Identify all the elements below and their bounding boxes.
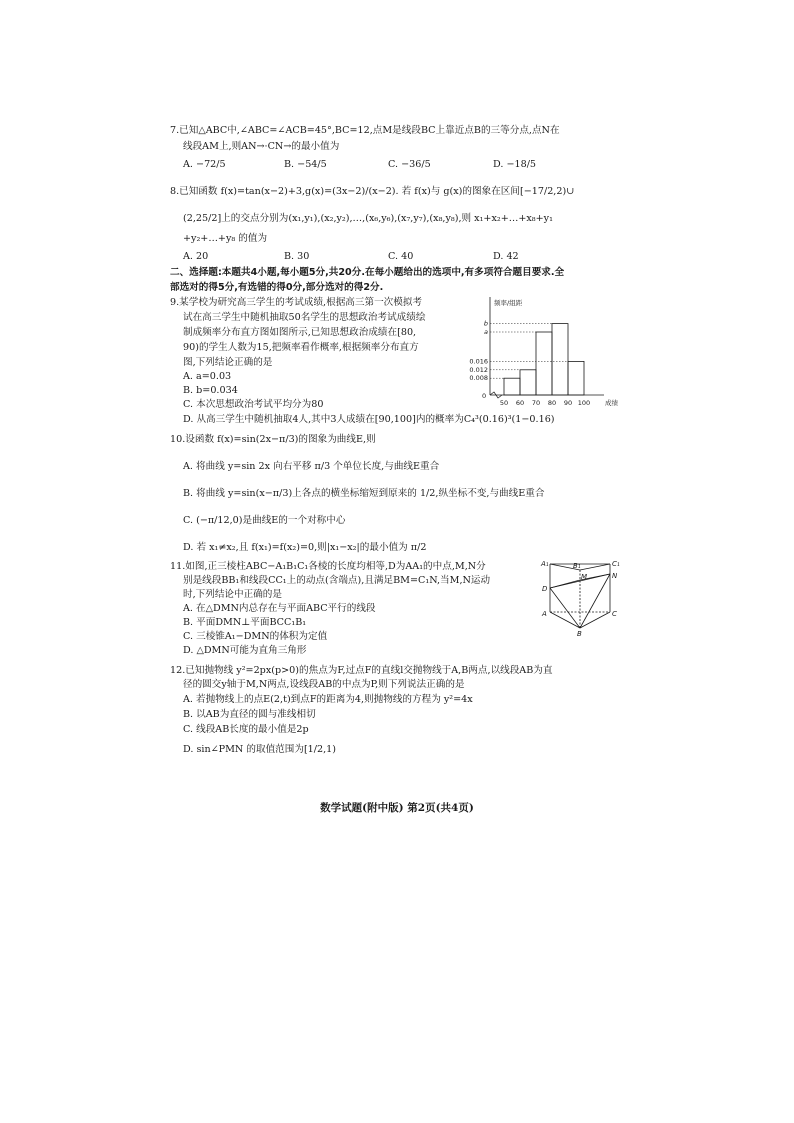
label-n: N [612,572,618,580]
histogram-bar [504,378,520,395]
q12-line2: 径的圆交y轴于M,N两点,设线段AB的中点为P,则下列说法正确的是 [183,679,465,690]
q9-line1: 9.某学校为研究高三学生的考试成绩,根据高三第一次模拟考 [170,297,423,308]
q8-line3: +y₂+…+y₈ 的值为 [183,233,268,244]
q12-option-c: C. 线段AB长度的最小值是2p [183,724,309,735]
q8-option-c: C. 40 [388,251,414,262]
histogram-bar [568,361,584,395]
label-a: A [542,610,547,618]
label-m: M [581,573,588,581]
y-tick-label: 0.012 [469,365,488,374]
x-axis-label: 成绩 [605,399,618,407]
q9-option-b: B. b=0.034 [183,385,238,396]
q10-option-b: B. 将曲线 y=sin(x−π/3)上各点的横坐标缩短到原来的 1/2,纵坐标不变,与曲线E重合 [183,488,545,499]
q8-line2: (2,25/2]上的交点分别为(x₁,y₁),(x₂,y₂),…,(x₆,y₆),(x₇,y₇),(x₈,y₈),则 x₁+x₂+…+x₈+y₁ [183,213,553,224]
x-tick-label: 100 [577,399,591,407]
q12-option-b: B. 以AB为直径的圆与准线相切 [183,709,316,720]
q8-option-a: A. 20 [183,251,209,262]
histogram-bar [520,370,536,395]
q11-option-d: D. △DMN可能为直角三角形 [183,645,307,656]
q7-option-a: A. −72/5 [183,159,226,170]
q7-option-c: C. −36/5 [388,159,431,170]
q8-line1: 8.已知函数 f(x)=tan(x−2)+3,g(x)=(3x−2)/(x−2). 若 f(x)与 g(x)的图象在区间[−17/2,2)∪ [170,186,575,197]
q9-line3: 制成频率分布直方图如图所示,已知思想政治成绩在[80, [183,327,417,338]
q11-line3: 时,下列结论中正确的是 [183,589,282,600]
label-c1: C₁ [612,560,620,568]
y-axis-label: 频率/组距 [494,299,523,307]
histogram-axes [490,297,604,398]
q12-option-a: A. 若抛物线上的点E(2,t)到点F的距离为4,则抛物线的方程为 y²=4x [183,694,473,705]
label-b1: B₁ [573,562,581,570]
q9-line2: 试在高三学生中随机抽取50名学生的思想政治考试成绩绘 [183,312,426,323]
q9-line4: 90)的学生人数为15,把频率看作概率,根据频率分布直方 [183,342,419,353]
histogram-bar [536,332,552,395]
x-tick-label: 50 [499,399,509,407]
section2-line2: 部选对的得5分,有选错的得0分,部分选对的得2分. [170,282,384,293]
q7-line2: 线段AM上,则AN→·CN→的最小值为 [183,141,340,152]
q11-option-b: B. 平面DMN⊥平面BCC₁B₁ [183,617,307,628]
q8-option-d: D. 42 [493,251,519,262]
q10-option-a: A. 将曲线 y=sin 2x 向右平移 π/3 个单位长度,与曲线E重合 [183,461,440,472]
q9-line5: 图,下列结论正确的是 [183,357,273,368]
label-b: B [577,630,582,638]
q11-option-c: C. 三棱锥A₁−DMN的体积为定值 [183,631,328,642]
q11-line1: 11.如图,正三棱柱ABC−A₁B₁C₁各棱的长度均相等,D为AA₁的中点,M,N分 [170,561,486,572]
q12-option-d: D. sin∠PMN 的取值范围为[1/2,1) [183,744,337,755]
q9-option-c: C. 本次思想政治考试平均分为80 [183,399,324,410]
q9-option-d: D. 从高三学生中随机抽取4人,其中3人成绩在[90,100]内的概率为C₄³(0.16)³(1−0.16) [183,414,555,425]
y-tick-label: a [484,328,488,336]
q12-line1: 12.已知抛物线 y²=2px(p>0)的焦点为F,过点F的直线l交抛物线于A,B两点,以线段AB为直 [170,665,553,676]
label-a1: A₁ [541,560,549,568]
x-tick-label: 80 [547,399,557,407]
x-tick-label: 90 [563,399,573,407]
q10-option-c: C. (−π/12,0)是曲线E的一个对称中心 [183,515,346,526]
label-d: D [542,585,548,593]
origin-label: 0 [482,392,487,400]
histogram-bars [504,324,584,395]
y-tick-label: 0.008 [469,374,488,383]
x-tick-label: 60 [515,399,525,407]
q10-stem: 10.设函数 f(x)=sin(2x−π/3)的图象为曲线E,则 [170,434,376,445]
prism-figure [540,556,620,638]
y-tick-label: 0.016 [469,357,488,366]
label-c: C [612,610,617,618]
histogram-labels [469,298,618,407]
page-footer: 数学试题(附中版) 第2页(共4页) [320,802,474,814]
histogram-bar [552,324,568,395]
frequency-histogram [454,293,629,410]
q9-option-a: A. a=0.03 [183,371,232,382]
y-tick-label: b [483,319,488,328]
q11-option-a: A. 在△DMN内总存在与平面ABC平行的线段 [183,603,376,614]
q10-option-d: D. 若 x₁≠x₂,且 f(x₁)=f(x₂)=0,则|x₁−x₂|的最小值为 π/2 [183,542,427,553]
q8-option-b: B. 30 [284,251,310,262]
x-tick-label: 70 [531,399,541,407]
section2-line1: 二、选择题:本题共4小题,每小题5分,共20分.在每小题给出的选项中,有多项符合题目要求.全 [170,267,565,278]
q7-line1: 7.已知△ABC中,∠ABC=∠ACB=45°,BC=12,点M是线段BC上靠近点B的三等分点,点N在 [170,125,560,136]
q11-line2: 别是线段BB₁和线段CC₁上的动点(含端点),且满足BM=C₁N,当M,N运动 [183,575,491,586]
q7-option-b: B. −54/5 [284,159,327,170]
q7-option-d: D. −18/5 [493,159,537,170]
